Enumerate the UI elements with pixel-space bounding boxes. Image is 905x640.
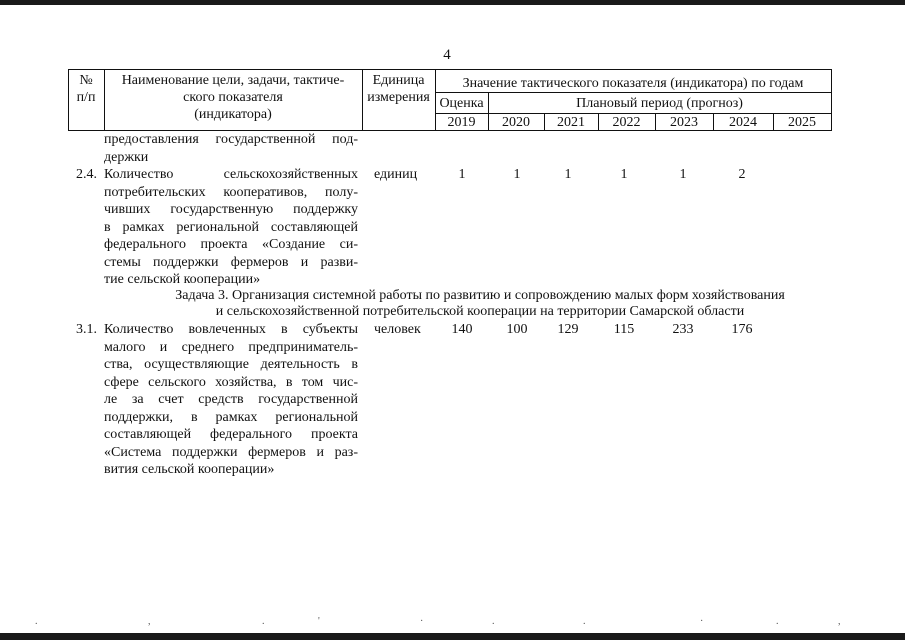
- value-2020: 100: [506, 322, 528, 337]
- desc-line: малого и среднего предприниматель-: [104, 339, 358, 355]
- header-planned-period: Плановый период (прогноз): [576, 96, 743, 111]
- value-2022: 115: [613, 322, 635, 337]
- header-name-line3: (индикатора): [194, 107, 272, 122]
- desc-line: федерального проекта «Создание си-: [104, 237, 358, 252]
- value-2019: 1: [458, 167, 466, 182]
- year-2024: 2024: [729, 115, 757, 130]
- desc-line: сфере сельского хозяйства, в том чис-: [104, 374, 358, 390]
- continuation-text: [104, 131, 358, 166]
- row-unit: человек: [374, 322, 421, 337]
- task-heading-line: и сельскохозяйственной потребительской кооперации на территории Самарской области: [215, 304, 745, 319]
- row-number: 3.1.: [76, 322, 97, 337]
- value-2023: 233: [672, 322, 694, 337]
- desc-line: Количество вовлеченных в субъекты: [104, 322, 358, 337]
- row-number: 2.4.: [76, 167, 97, 182]
- value-2024: 176: [731, 322, 753, 337]
- desc-line: «Система поддержки фермеров и раз-: [104, 444, 358, 460]
- year-2021: 2021: [557, 115, 585, 130]
- header-num-line2: п/п: [76, 90, 96, 105]
- desc-line: чивших государственную поддержку: [104, 202, 358, 217]
- value-2021: 129: [557, 322, 579, 337]
- desc-line: ства, осуществляющие деятельность в: [104, 357, 358, 372]
- value-2023: 1: [679, 167, 687, 182]
- value-2024: 2: [738, 167, 746, 182]
- header-values-title: Значение тактического показателя (индикатора) по годам: [462, 76, 804, 91]
- year-2023: 2023: [670, 115, 698, 130]
- desc-line: Количество сельскохозяйственных: [104, 167, 358, 182]
- page-number: 4: [443, 47, 451, 63]
- scan-bottom-border: [0, 633, 905, 640]
- year-2022: 2022: [612, 115, 641, 130]
- task-heading: [100, 288, 860, 320]
- header-name-line2: ского показателя: [183, 90, 283, 105]
- header-unit-line2: измерения: [367, 90, 430, 105]
- header-name-line1: Наименование цели, задачи, тактиче-: [121, 73, 345, 88]
- desc-line: тие сельской кооперации»: [104, 272, 261, 287]
- desc-line: ле за счет средств государственной: [104, 392, 358, 407]
- task-heading-line: Задача 3. Организация системной работы по развитию и сопровождению малых форм хозяйствования: [175, 288, 785, 303]
- value-2020: 1: [513, 167, 521, 182]
- continuation-line: держки: [104, 149, 149, 165]
- desc-line: в рамках региональной составляющей: [104, 219, 358, 235]
- value-2021: 1: [564, 167, 572, 182]
- row-description: [104, 321, 358, 479]
- continuation-line: предоставления государственной под-: [104, 132, 358, 147]
- desc-line: стемы поддержки фермеров и разви-: [104, 254, 358, 270]
- scan-top-border: [0, 0, 905, 5]
- desc-line: поддержки, в рамках региональной: [104, 409, 358, 425]
- header-unit-line1: Единица: [372, 73, 425, 88]
- year-2020: 2020: [502, 115, 530, 130]
- desc-line: составляющей федерального проекта: [104, 427, 358, 442]
- desc-line: потребительских кооперативов, полу-: [104, 184, 358, 200]
- value-2019: 140: [451, 322, 473, 337]
- header-num-line1: №: [79, 73, 93, 88]
- row-unit: единиц: [374, 167, 418, 182]
- year-2019: 2019: [447, 115, 476, 130]
- year-2025: 2025: [788, 115, 816, 130]
- value-2022: 1: [620, 167, 628, 182]
- desc-line: вития сельской кооперации»: [104, 462, 275, 477]
- header-estimate: Оценка: [439, 96, 484, 111]
- row-description: [104, 166, 358, 289]
